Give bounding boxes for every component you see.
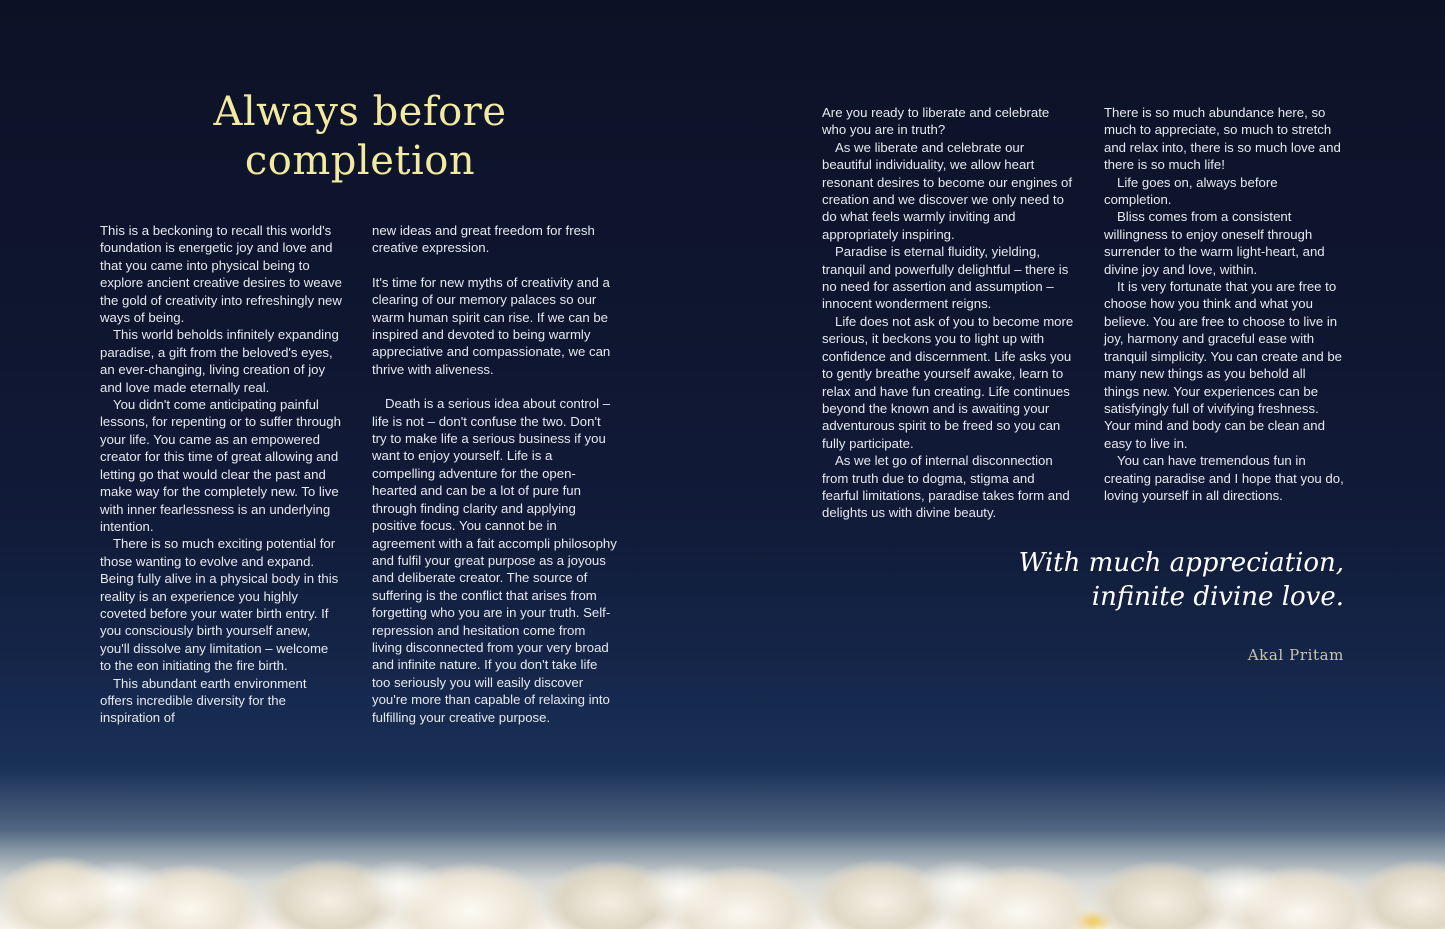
paragraph: There is so much abundance here, so much to appreciate, so much to stretch and relax into, there is so much love and there is so much life!	[1104, 105, 1341, 173]
paragraph: Bliss comes from a consistent willingness to enjoy oneself through surrender to the warm light-heart, and divine joy and love, within.	[1104, 209, 1325, 277]
paragraph: It is very fortunate that you are free to choose how you think and what you believe. You are free to choose to live in joy, harmony and graceful ease with tranquil simplicity. You can create and be many new things as you behold all things new. Your experiences can be satisfyingly full of vivifying freshness. Your mind and body can be clean and easy to live in.	[1104, 279, 1343, 451]
flower-petal-highlights	[0, 769, 1445, 929]
page-title-line-1: Always before	[213, 89, 507, 135]
closing-message	[824, 546, 1348, 614]
paragraph: As we let go of internal disconnection from truth due to dogma, stigma and fearful limitations, paradise takes form and delights us with divine beauty.	[822, 453, 1070, 521]
paragraph: Life does not ask of you to become more serious, it beckons you to light up with confidence and discernment. Life asks you to gently breathe yourself awake, learn to relax and have fun creating. Life continues beyond the known and is awaiting your adventurous spirit to be freed so you can fully participate.	[822, 313, 1074, 451]
closing-line-1: With much appreciation,	[1018, 548, 1344, 578]
closing-line-2: infinite divine love.	[1091, 582, 1344, 612]
paragraph: new ideas and great freedom for fresh creative expression.	[372, 223, 595, 256]
paragraph: It's time for new myths of creativity and a clearing of our memory palaces so our warm human spirit can rise. If we can be inspired and devoted to being warmly appreciative and compassionate, we can thrive with aliveness.	[372, 274, 611, 377]
paragraph: Death is a serious idea about control – life is not – don't confuse the two. Don't try to make life a serious business if you want to enjoy yourself. Life is a compelling adventure for the open-hearted and can be a lot of pure fun through finding clarity and applying positive focus. You cannot be in agreement with a fait accompli philosophy and fulfil your great purpose as a joyous and deliberate creator. The source of suffering is the conflict that arises from forgetting who you are in your truth. Self-repression and hesitation come from living disconnected from your very broad and infinite nature. If you don't take life too seriously you will easily discover you're more than capable of relaxing into fulfilling your creative purpose.	[372, 396, 617, 725]
paragraph: This world beholds infinitely expanding paradise, a gift from the beloved's eyes, an ever-changing, living creation of joy and love made eternally real.	[100, 327, 339, 395]
paragraph: Paradise is eternal fluidity, yielding, tranquil and powerfully delightful – there is no need for assertion and assumption – innocent wonderment reigns.	[822, 244, 1069, 312]
text-column-3	[822, 104, 1074, 522]
page-title-line-2: completion	[244, 137, 476, 184]
paragraph: Life goes on, always before completion.	[1104, 174, 1278, 208]
paragraph: Are you ready to liberate and celebrate who you are in truth?	[822, 105, 1050, 138]
paragraph: As we liberate and celebrate our beautiful individuality, we allow heart resonant desires to become our engines of creation and we discover we only need to do what feels warmly inviting and appropriately inspiring.	[822, 139, 1072, 242]
paragraph: There is so much exciting potential for those wanting to evolve and expand. Being fully alive in a physical body in this reality is an experience you highly coveted before your water birth entry. If you consciously birth yourself anew, you'll dissolve any limitation – welcome to the eon initiating the fire birth.	[100, 536, 339, 674]
paragraph: You didn't come anticipating painful lessons, for repenting or to suffer through your life. You came as an empowered creator for this time of great allowing and letting go that would clear the past and make way for the completely new. To live with inner fearlessness is an underlying intention.	[100, 397, 341, 534]
paragraph: This abundant earth environment offers incredible diversity for the inspiration of	[100, 675, 307, 726]
paragraph: You can have tremendous fun in creating paradise and I hope that you do, loving yourself in all directions.	[1104, 453, 1344, 503]
author-signature: Akal Pritam	[1247, 646, 1344, 664]
paragraph: This is a beckoning to recall this world's foundation is energetic joy and love and that you came into physical being to explore ancient creative desires to weave the gold of creativity into refreshingly new ways of being.	[100, 223, 342, 326]
text-column-2	[372, 222, 618, 726]
jasmine-flowers-photo	[0, 769, 1445, 929]
text-column-4	[1104, 104, 1344, 504]
page-title	[100, 88, 620, 186]
text-column-1	[100, 222, 342, 727]
